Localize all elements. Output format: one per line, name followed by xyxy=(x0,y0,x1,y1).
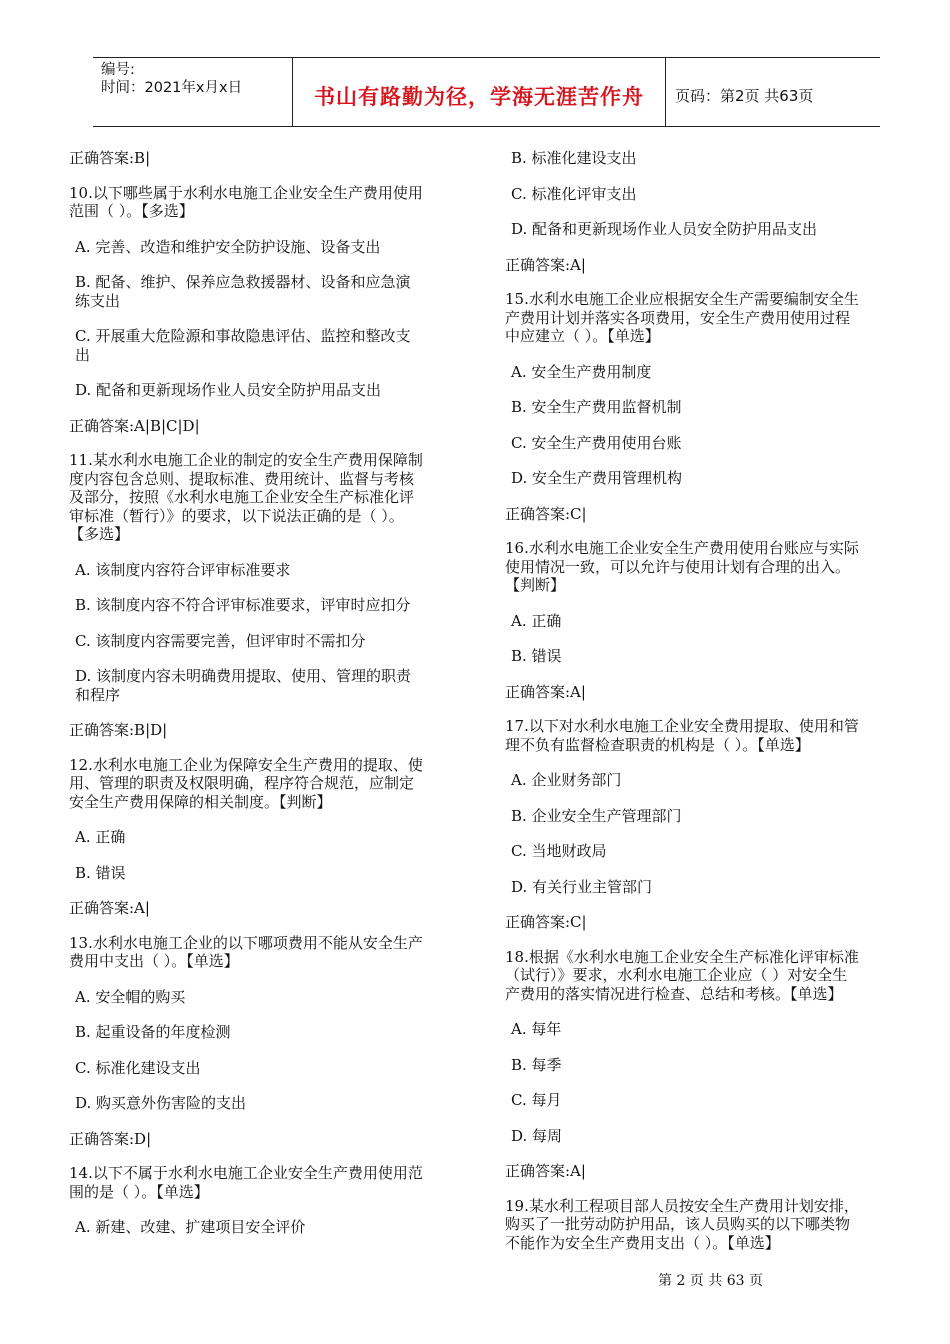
answer-option: C. 标准化建设支出 xyxy=(75,1058,201,1077)
answer-option: B. 安全生产费用监督机制 xyxy=(511,398,682,416)
question-text: 11.某水利水电施工企业的制定的安全生产费用保障制 度内容包含总则、提取标准、费用统计、监督与考核 及部分，按照《水利水电施工企业安全生产标准化评 审标准（暂行）》的要求，以下说法正确的是（ ）。 【多选】 xyxy=(69,451,423,543)
left-column xyxy=(69,149,464,1254)
question-text: 14.以下不属于水利水电施工企业安全生产费用使用范 围的是（ ）。【单选】 xyxy=(69,1164,423,1201)
answer-option: C. 开展重大危险源和事故隐患评估、监控和整改支 出 xyxy=(75,327,411,364)
question-text: 17.以下对水利水电施工企业安全费用提取、使用和管 理不负有监督检查职责的机构是（ ）。【单选】 xyxy=(505,717,859,754)
header-meta xyxy=(101,61,242,97)
answer-option: C. 标准化评审支出 xyxy=(511,184,637,203)
answer-option: D. 配备和更新现场作业人员安全防护用品支出 xyxy=(75,381,382,399)
answer-option: A. 完善、改造和维护安全防护设施、设备支出 xyxy=(75,237,381,256)
question-text: 19.某水利工程项目部人员按安全生产费用计划安排， 购买了一批劳动防护用品，该人员购买的以下哪类物 不能作为安全生产费用支出（ ）。【单选】 xyxy=(505,1196,859,1252)
answer-option: B. 企业安全生产管理部门 xyxy=(511,806,682,825)
question-text: 15.水利水电施工企业应根据安全生产需要编制安全生 产费用计划并落实各项费用，安全生产费用使用过程 中应建立（ ）。【单选】 xyxy=(505,290,859,345)
answer-option: A. 安全帽的购买 xyxy=(75,987,186,1006)
header-page-info: 页码：第2页 共63页 xyxy=(675,87,814,105)
answer-option: C. 安全生产费用使用台账 xyxy=(511,433,682,452)
answer-option: D. 购买意外伤害险的支出 xyxy=(75,1094,247,1112)
correct-answer: 正确答案:A| xyxy=(505,255,586,274)
correct-answer: 正确答案:A| xyxy=(69,899,150,917)
answer-option: B. 标准化建设支出 xyxy=(511,149,637,167)
answer-option: A. 正确 xyxy=(511,611,562,630)
answer-option: D. 有关行业主管部门 xyxy=(511,877,653,896)
doc-number-label: 编号: xyxy=(101,62,135,78)
footer-page-number: 第 2 页 共 63 页 xyxy=(658,1273,763,1289)
question-text: 16.水利水电施工企业安全生产费用使用台账应与实际 使用情况一致，可以允许与使用计划有合理的出入。 【判断】 xyxy=(505,539,859,594)
answer-option: A. 企业财务部门 xyxy=(511,771,622,789)
correct-answer: 正确答案:A| xyxy=(505,1162,586,1180)
answer-option: A. 正确 xyxy=(75,828,126,846)
correct-answer: 正确答案:C| xyxy=(505,504,587,523)
correct-answer: 正确答案:D| xyxy=(69,1129,152,1148)
answer-option: D. 每周 xyxy=(511,1126,563,1145)
correct-answer: 正确答案:C| xyxy=(505,913,587,931)
answer-option: D. 配备和更新现场作业人员安全防护用品支出 xyxy=(511,220,818,238)
correct-answer: 正确答案:B|D| xyxy=(69,721,168,739)
correct-answer: 正确答案:B| xyxy=(69,149,151,167)
answer-option: B. 每季 xyxy=(511,1055,562,1074)
answer-option: A. 安全生产费用制度 xyxy=(511,362,652,381)
answer-option: C. 该制度内容需要完善，但评审时不需扣分 xyxy=(75,631,366,650)
answer-option: B. 错误 xyxy=(75,863,126,882)
question-text: 10.以下哪些属于水利水电施工企业安全生产费用使用 范围（ ）。【多选】 xyxy=(69,183,423,220)
time-label: 时间：2021年x月x日 xyxy=(101,80,243,96)
question-text: 18.根据《水利水电施工企业安全生产标准化评审标准 （试行）》要求，水利水电施工企业应（ ）对安全生 产费用的落实情况进行检查、总结和考核。【单选】 xyxy=(505,947,859,1003)
answer-option: B. 配备、维护、保养应急救援器材、设备和应急演 练支出 xyxy=(75,273,411,310)
answer-option: A. 该制度内容符合评审标准要求 xyxy=(75,560,291,579)
correct-answer: 正确答案:A| xyxy=(505,682,586,701)
answer-option: B. 错误 xyxy=(511,647,562,665)
answer-option: D. 安全生产费用管理机构 xyxy=(511,469,683,487)
header-divider xyxy=(665,58,666,126)
answer-option: D. 该制度内容未明确费用提取、使用、管理的职责 和程序 xyxy=(75,667,412,704)
answer-option: C. 当地财政局 xyxy=(511,842,607,860)
answer-option: B. 该制度内容不符合评审标准要求，评审时应扣分 xyxy=(75,596,411,614)
right-column xyxy=(505,149,900,1269)
answer-option: B. 起重设备的年度检测 xyxy=(75,1023,231,1041)
header-motto: 书山有路勤为径，学海无涯苦作舟 xyxy=(314,85,644,109)
answer-option: A. 新建、改建、扩建项目安全评价 xyxy=(75,1218,306,1236)
page-header xyxy=(93,57,880,127)
question-text: 12.水利水电施工企业为保障安全生产费用的提取、使 用、管理的职责及权限明确，程序符合规范，应制定 安全生产费用保障的相关制度。【判断】 xyxy=(69,755,423,811)
answer-option: C. 每月 xyxy=(511,1091,562,1109)
question-text: 13.水利水电施工企业的以下哪项费用不能从安全生产 费用中支出（ ）。【单选】 xyxy=(69,933,423,970)
answer-option: A. 每年 xyxy=(511,1020,562,1038)
correct-answer: 正确答案:A|B|C|D| xyxy=(69,416,200,435)
